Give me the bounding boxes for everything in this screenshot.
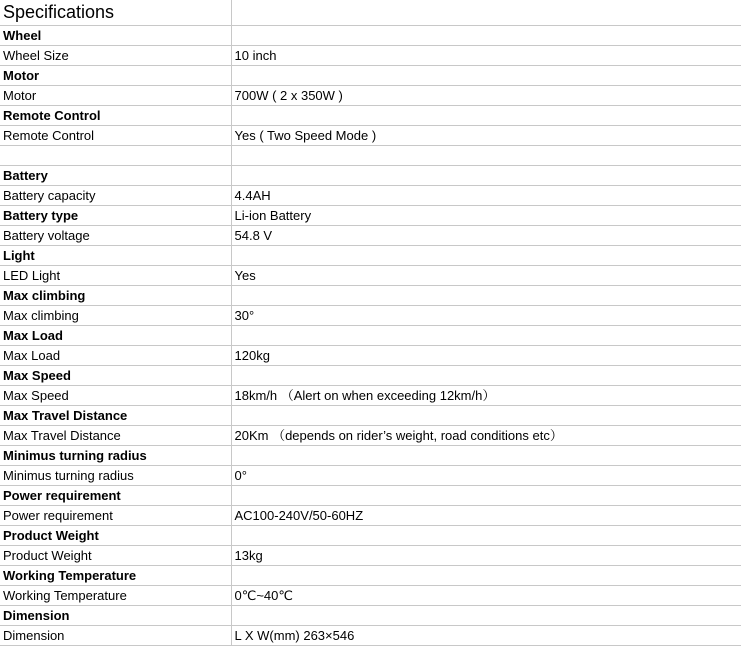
spec-value: 18km/h （Alert on when exceeding 12km/h） (231, 386, 741, 406)
spec-row (0, 86, 741, 106)
spec-label: Wheel (0, 26, 231, 46)
section-header-row (0, 526, 741, 546)
spec-value: AC100-240V/50-60HZ (231, 506, 741, 526)
spec-value (231, 606, 741, 626)
spec-value (231, 66, 741, 86)
spec-value: L X W(mm) 263×546 (231, 626, 741, 646)
spec-label: Remote Control (0, 106, 231, 126)
section-header-row (0, 566, 741, 586)
spec-row (0, 126, 741, 146)
spec-label: Dimension (0, 606, 231, 626)
spec-value: Yes (231, 266, 741, 286)
spec-label: Battery capacity (0, 186, 231, 206)
spec-row (0, 626, 741, 646)
spec-label: Max Load (0, 326, 231, 346)
spec-value: 20Km （depends on rider’s weight, road conditions etc） (231, 426, 741, 446)
specifications-title: Specifications (0, 0, 231, 26)
spec-row (0, 346, 741, 366)
spec-label: Max Travel Distance (0, 406, 231, 426)
section-header-row (0, 26, 741, 46)
title-empty-cell (231, 0, 741, 26)
spec-label: Battery voltage (0, 226, 231, 246)
section-header-row (0, 486, 741, 506)
spec-value: 0° (231, 466, 741, 486)
spec-label: Max Travel Distance (0, 426, 231, 446)
spec-value: 700W ( 2 x 350W ) (231, 86, 741, 106)
spec-value: 13kg (231, 546, 741, 566)
spec-label: Dimension (0, 626, 231, 646)
spec-value: 10 inch (231, 46, 741, 66)
section-header-row (0, 66, 741, 86)
spec-label: Working Temperature (0, 586, 231, 606)
spec-value: 30° (231, 306, 741, 326)
spec-value (231, 406, 741, 426)
section-header-row (0, 246, 741, 266)
spec-value: 0℃~40℃ (231, 586, 741, 606)
spec-row (0, 146, 741, 166)
spec-row (0, 546, 741, 566)
spec-value (231, 326, 741, 346)
spec-label: Max climbing (0, 286, 231, 306)
section-header-row (0, 606, 741, 626)
spec-value (231, 246, 741, 266)
spec-row (0, 306, 741, 326)
spec-label: Max Speed (0, 386, 231, 406)
spec-label: Minimus turning radius (0, 446, 231, 466)
section-header-row (0, 406, 741, 426)
spec-label: Battery (0, 166, 231, 186)
spec-row (0, 386, 741, 406)
spec-label: Battery type (0, 206, 231, 226)
section-header-row (0, 106, 741, 126)
spec-label: Wheel Size (0, 46, 231, 66)
section-header-row (0, 446, 741, 466)
spec-value (231, 26, 741, 46)
spec-label: Max Speed (0, 366, 231, 386)
spec-label: Working Temperature (0, 566, 231, 586)
spec-label: Product Weight (0, 526, 231, 546)
spec-row (0, 506, 741, 526)
spec-label: LED Light (0, 266, 231, 286)
spec-row (0, 266, 741, 286)
spec-value: Yes ( Two Speed Mode ) (231, 126, 741, 146)
spec-label: Minimus turning radius (0, 466, 231, 486)
spec-label: Remote Control (0, 126, 231, 146)
spec-value: 54.8 V (231, 226, 741, 246)
section-header-row (0, 366, 741, 386)
spec-label: Motor (0, 66, 231, 86)
spec-value (231, 566, 741, 586)
spec-value (231, 366, 741, 386)
spec-label: Motor (0, 86, 231, 106)
spec-label: Max climbing (0, 306, 231, 326)
spec-value (231, 166, 741, 186)
spec-row (0, 46, 741, 66)
spec-value: 120kg (231, 346, 741, 366)
title-row (0, 0, 741, 26)
spec-value (231, 446, 741, 466)
spec-value (231, 106, 741, 126)
spec-value (231, 286, 741, 306)
spec-value: Li-ion Battery (231, 206, 741, 226)
spec-label: Light (0, 246, 231, 266)
spec-row (0, 466, 741, 486)
spec-label: Power requirement (0, 486, 231, 506)
spec-row (0, 186, 741, 206)
spec-label: Power requirement (0, 506, 231, 526)
spec-value (231, 526, 741, 546)
spec-label: Product Weight (0, 546, 231, 566)
spec-value: 4.4AH (231, 186, 741, 206)
spec-row (0, 426, 741, 446)
spec-row (0, 586, 741, 606)
section-header-row (0, 166, 741, 186)
spec-row (0, 226, 741, 246)
section-header-row (0, 286, 741, 306)
spec-label: Max Load (0, 346, 231, 366)
section-header-row (0, 206, 741, 226)
section-header-row (0, 326, 741, 346)
spec-label (0, 146, 231, 166)
spec-value (231, 146, 741, 166)
spec-value (231, 486, 741, 506)
